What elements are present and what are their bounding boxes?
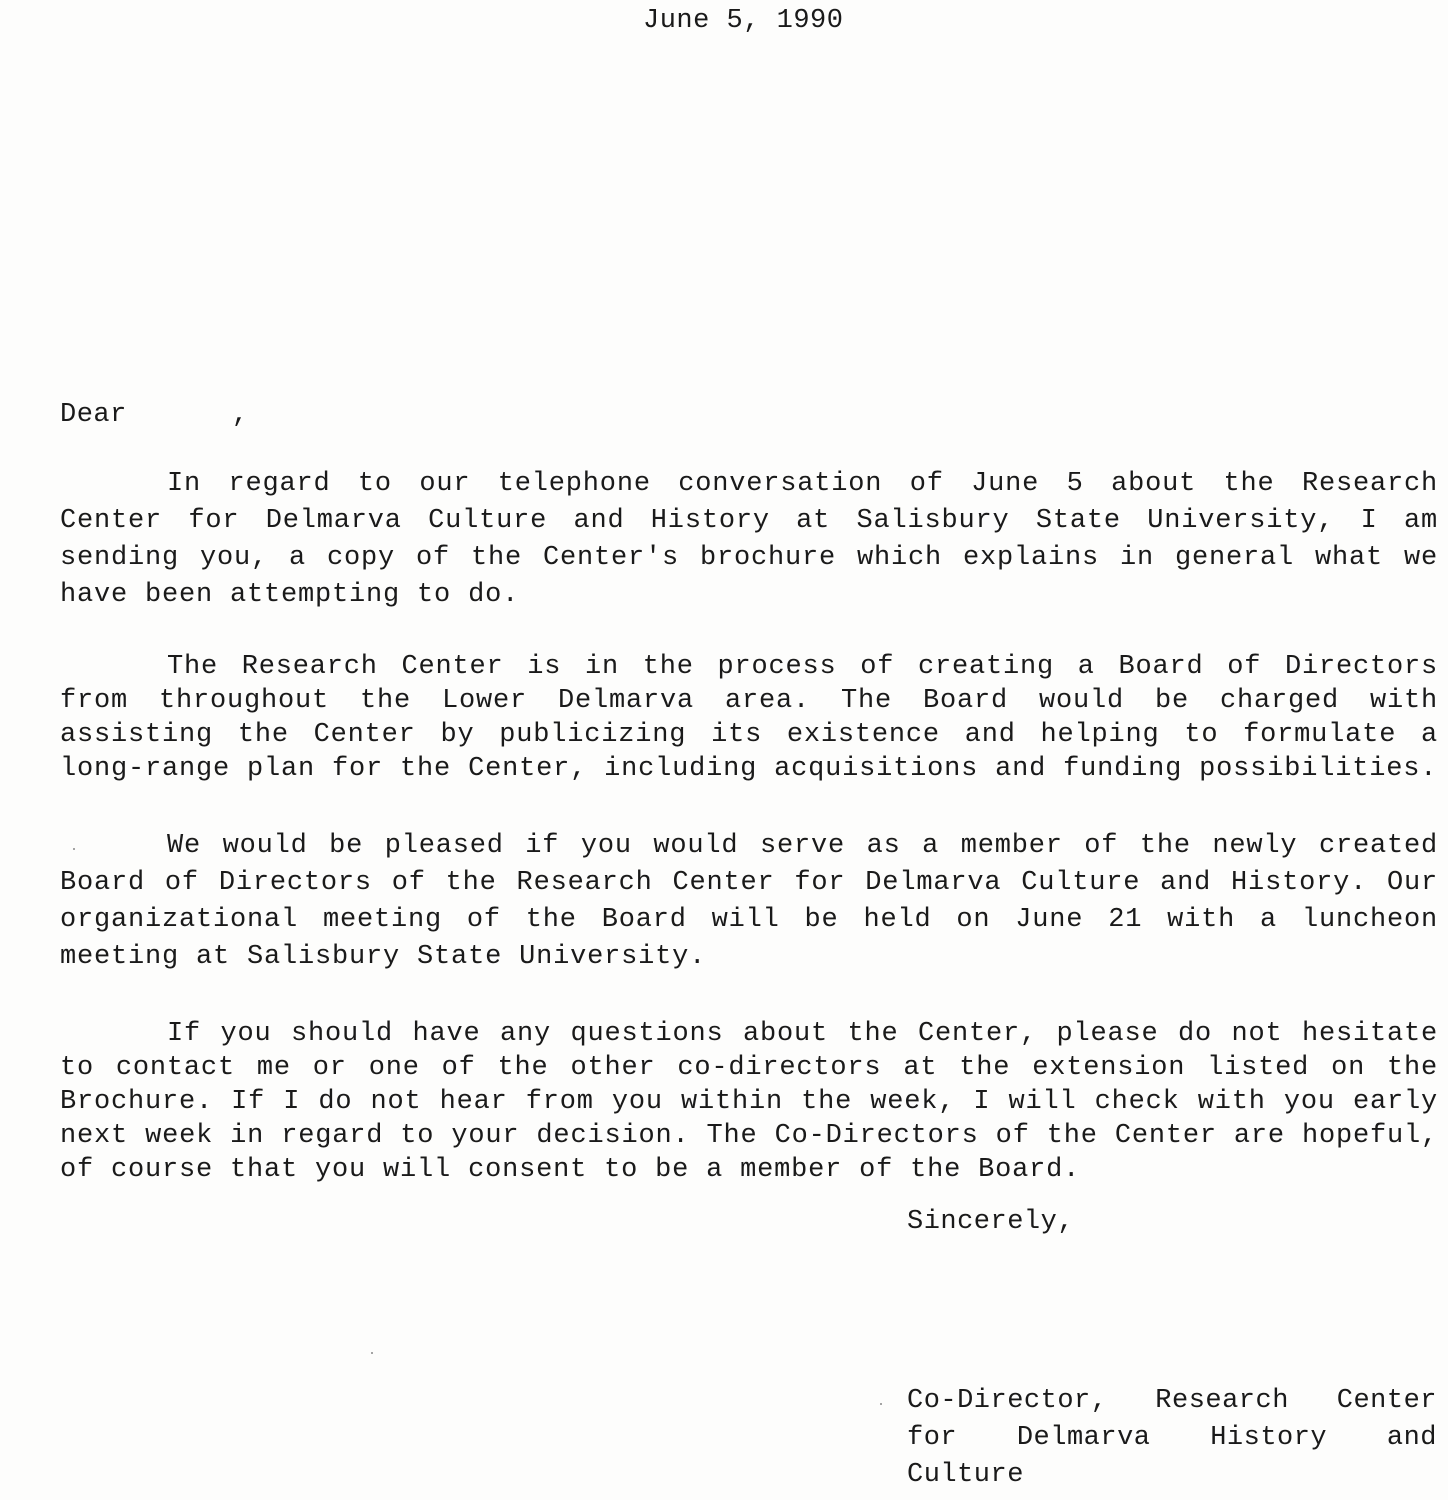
scan-speck bbox=[880, 1403, 882, 1405]
scan-speck bbox=[73, 848, 75, 850]
body-paragraph-4: If you should have any questions about the Center, please do not hesitate to contact me or one of the other co-directors at the extension listed on the Brochure. If I do not hear from you within the week, I will check with you early next week in regard to your decision. The Co-Directors of the Center are hopeful, of course that you will consent to be a member of the Board. bbox=[60, 1019, 1438, 1185]
salutation-greeting: Dear bbox=[60, 400, 127, 430]
letter-date: June 5, 1990 bbox=[643, 6, 844, 36]
body-paragraph-3: We would be pleased if you would serve as a member of the newly created Board of Directors of the Research Center for Delmarva Culture and History. Our organizational meeting of the Board will be held on June 21 with a luncheon meeting at Salisbury State University. bbox=[60, 831, 1438, 972]
body-paragraph-1: In regard to our telephone conversation of June 5 about the Research Center for Delmarva Culture and History at Salisbury State University, I am sending you, a copy of the Center's brochure which explains in general what we have been attempting to do. bbox=[60, 469, 1438, 610]
body-paragraph-2: The Research Center is in the process of creating a Board of Directors from throughout the Lower Delmarva area. The Board would be charged with assisting the Center by publicizing its existence and helping to formulate a long-range plan for the Center, including acquisitions and funding possibilities. bbox=[60, 652, 1438, 784]
salutation bbox=[60, 400, 249, 430]
closing: Sincerely, bbox=[907, 1207, 1075, 1237]
salutation-comma: , bbox=[231, 400, 249, 430]
signature-title: Co-Director, Research Center for Delmarva History and Culture bbox=[907, 1386, 1437, 1490]
scan-speck bbox=[371, 1352, 373, 1354]
